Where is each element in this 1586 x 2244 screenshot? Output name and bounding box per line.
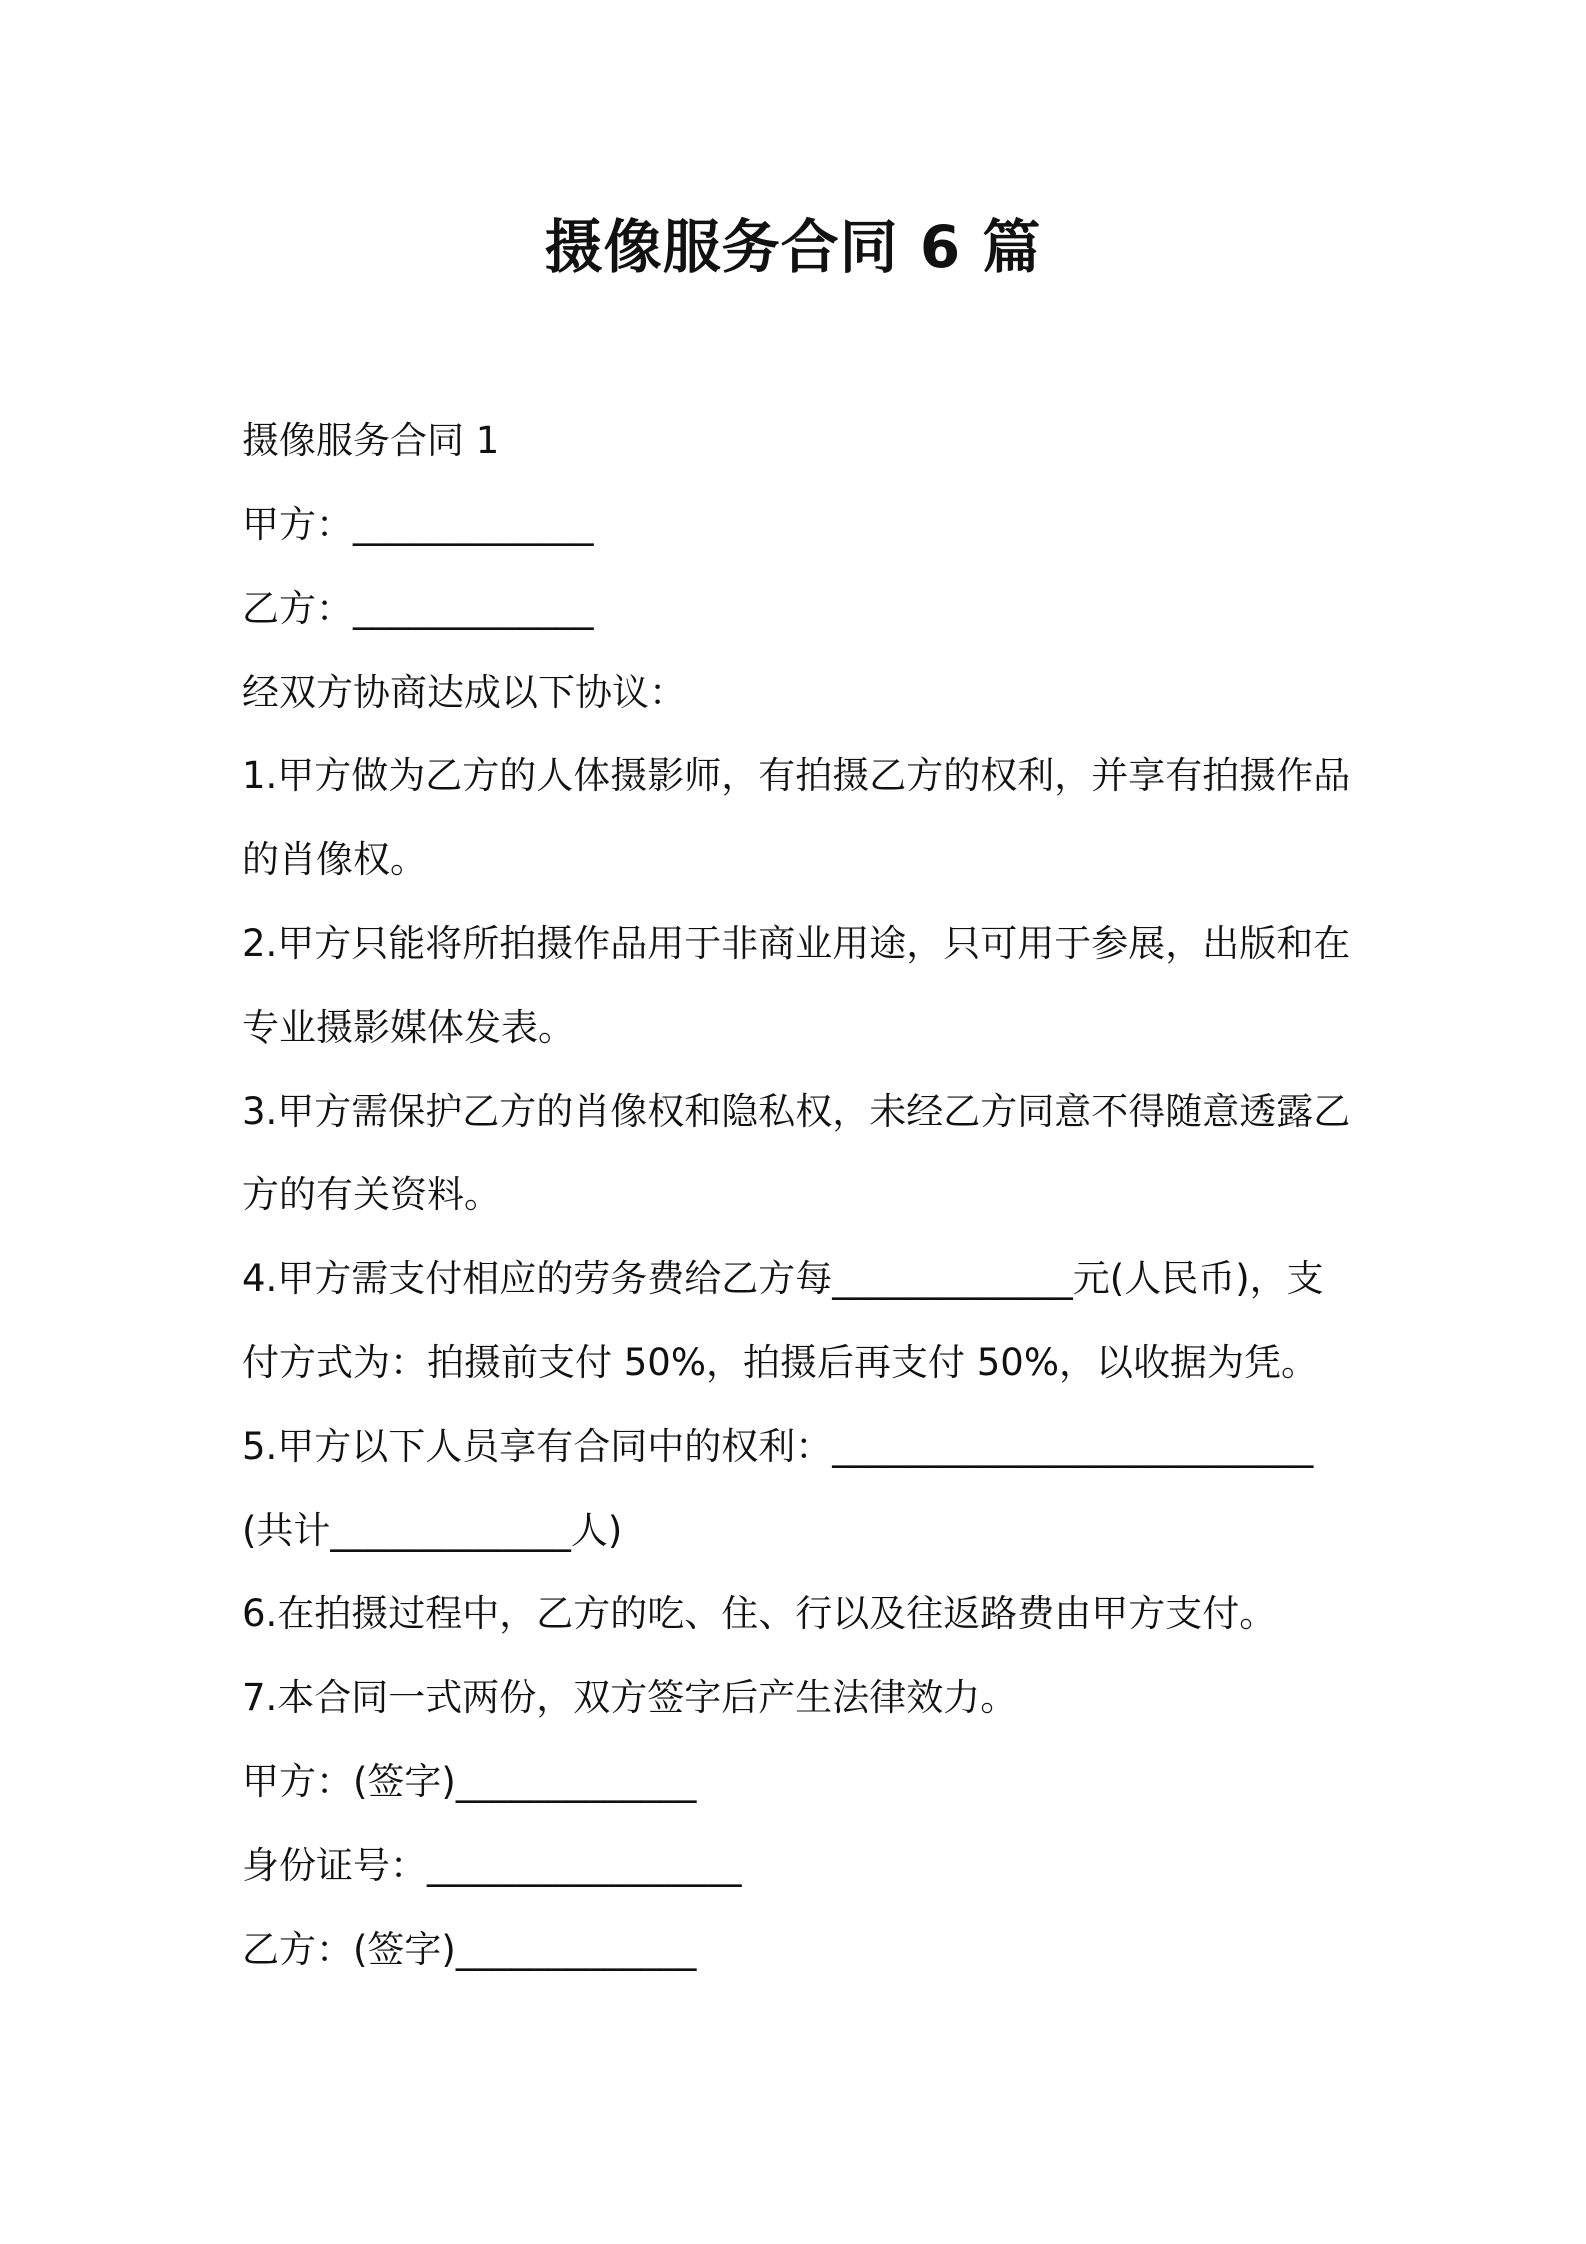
party-a-field: 甲方：_____________ — [242, 503, 594, 546]
clause-3-line-1: 3.甲方需保护乙方的肖像权和隐私权，未经乙方同意不得随意透露乙 — [242, 1090, 1351, 1133]
clause-3-line-2: 方的有关资料。 — [242, 1173, 501, 1216]
agreement-intro: 经双方协商达成以下协议： — [242, 671, 686, 714]
party-b-field: 乙方：_____________ — [242, 587, 594, 630]
clause-1-line-2: 的肖像权。 — [242, 838, 427, 881]
party-b-signature: 乙方：(签字)_____________ — [242, 1928, 697, 1971]
section-heading: 摄像服务合同 1 — [242, 419, 500, 462]
clause-5-line-1: 5.甲方以下人员享有合同中的权利：__________________________ — [242, 1425, 1314, 1468]
id-number-field: 身份证号：_________________ — [242, 1844, 742, 1887]
clause-4-line-1: 4.甲方需支付相应的劳务费给乙方每_____________元(人民币)，支 — [242, 1257, 1324, 1300]
clause-2-line-1: 2.甲方只能将所拍摄作品用于非商业用途，只可用于参展，出版和在 — [242, 922, 1351, 965]
clause-4-line-2: 付方式为：拍摄前支付 50%，拍摄后再支付 50%，以收据为凭。 — [242, 1341, 1318, 1384]
clause-5-line-2: (共计_____________人) — [242, 1509, 623, 1552]
party-a-signature: 甲方：(签字)_____________ — [242, 1760, 697, 1803]
document-title: 摄像服务合同 6 篇 — [544, 213, 1042, 281]
clause-1-line-1: 1.甲方做为乙方的人体摄影师，有拍摄乙方的权利，并享有拍摄作品 — [242, 754, 1351, 797]
clause-7: 7.本合同一式两份，双方签字后产生法律效力。 — [242, 1676, 1018, 1719]
clause-6: 6.在拍摄过程中，乙方的吃、住、行以及往返路费由甲方支付。 — [242, 1592, 1277, 1635]
clause-2-line-2: 专业摄影媒体发表。 — [242, 1006, 575, 1049]
